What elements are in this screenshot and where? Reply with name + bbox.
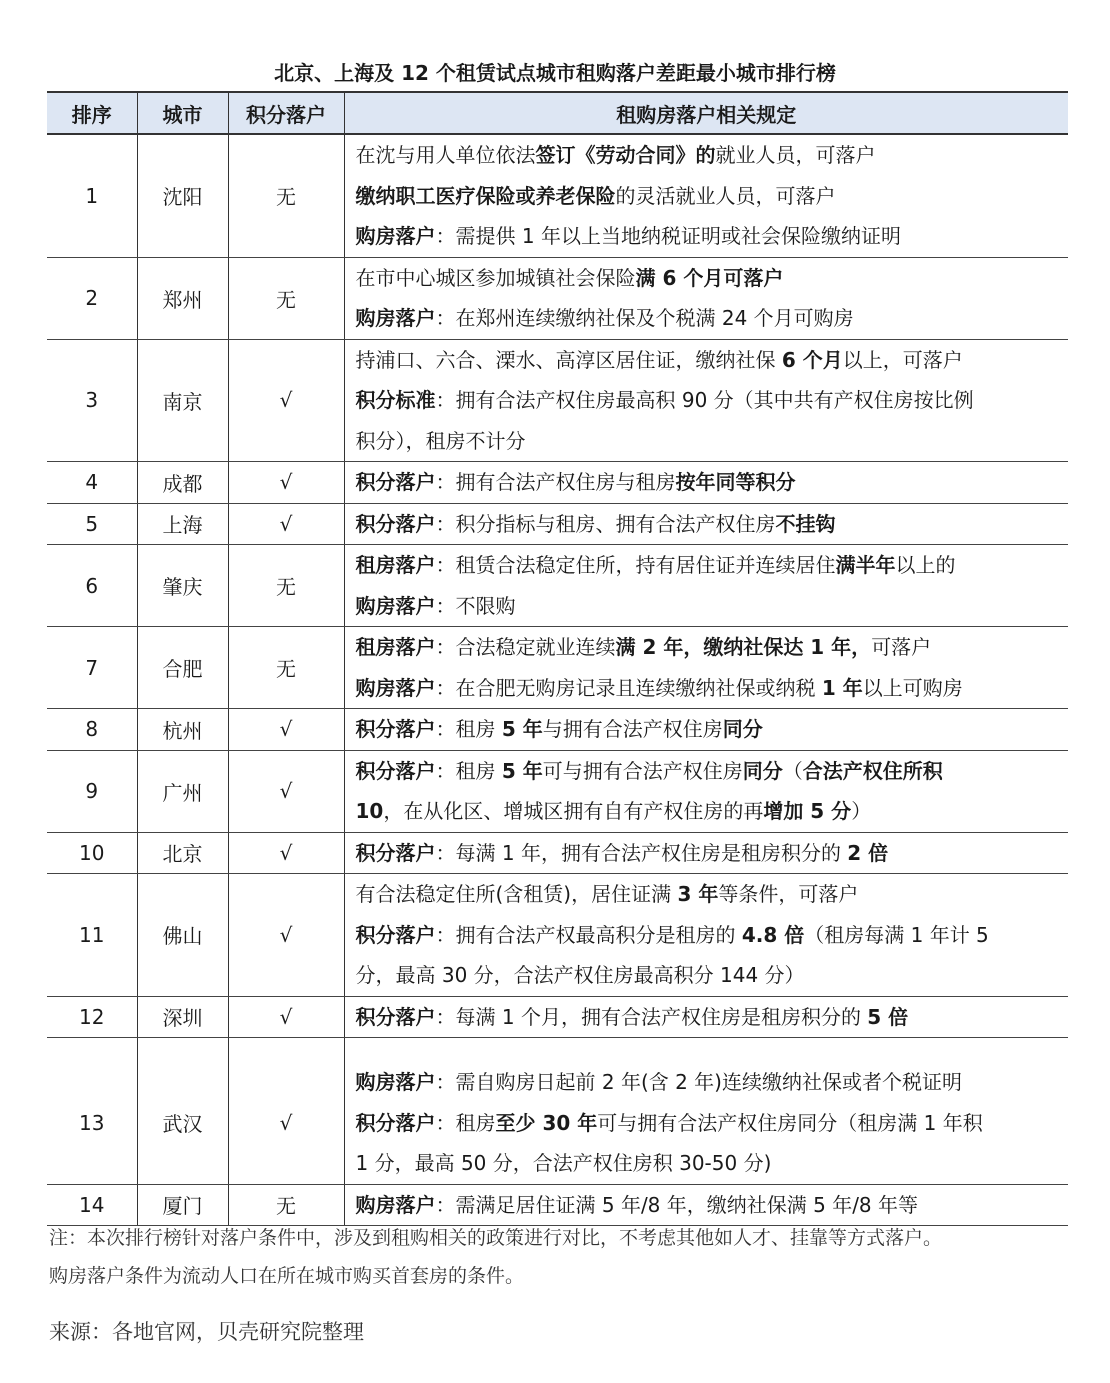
table-row [47,750,1068,832]
rank-cell: 2 [47,257,137,339]
rule-text: 可落户 [871,635,932,659]
rule-text: 在市中心城区参加城镇社会保险 [355,265,636,290]
rule-line [356,833,1061,874]
table-row [47,627,1068,709]
rule-emphasis: 积分落户 [355,511,436,536]
city-cell: 上海 [137,503,228,545]
rules-cell [344,874,1068,997]
gap-cell [228,1038,344,1063]
points-settlement-cell: √ [228,996,344,1038]
rule-line [356,627,1061,668]
header-rank: 排序 [47,92,137,134]
rule-emphasis: 积分落户 [355,1004,436,1029]
rule-text: ） [851,799,872,823]
points-settlement-cell: 无 [228,545,344,627]
rule-text: ：在郑州连续缴纳社保及个税满 24 个月可购房 [435,306,854,330]
rank-cell: 1 [47,134,137,257]
city-cell: 北京 [137,832,228,874]
rule-text: 以上可购房 [862,675,963,700]
rule-line [356,421,1061,462]
table-row [47,134,1068,257]
rule-emphasis: 购房落户 [355,306,436,330]
rule-line [356,462,1061,503]
rule-text: 可与拥有合法产权住房同分（租房满 1 年积 [597,1110,983,1135]
table-row [47,709,1068,751]
rank-cell: 14 [47,1184,137,1226]
table-row [47,545,1068,627]
rule-text: 有合法稳定住所(含租赁)，居住证满 [355,882,678,906]
rule-text: ：需自购房日起前 2 年(含 2 年)连续缴纳社保或者个税证明 [435,1070,962,1094]
rule-emphasis: 积分落户 [355,758,436,783]
rule-emphasis: 租房落户 [355,553,436,577]
rule-emphasis: 积分落户 [355,717,436,741]
rule-emphasis: 购房落户 [355,1192,436,1217]
rule-text: ：积分指标与租房、拥有合法产权住房 [435,511,776,536]
points-settlement-cell: 无 [228,134,344,257]
rule-emphasis: 3 年 [677,882,719,906]
rule-emphasis: 5 年 [501,758,543,783]
rules-cell [344,134,1068,257]
points-settlement-cell: √ [228,462,344,504]
rule-text: 积分），租房不计分 [355,428,526,453]
rule-text: 1 分，最高 50 分，合法产权住房积 30-50 分) [355,1151,772,1175]
rule-emphasis: 1 年 [821,675,863,700]
rule-emphasis: 5 年 [501,717,543,741]
city-cell: 武汉 [137,1062,228,1184]
rank-cell: 10 [47,832,137,874]
rule-text: ：租房 [435,758,502,783]
rule-text: ，在从化区、增城区拥有自有产权住房的再 [383,799,764,823]
rule-emphasis: 4.8 倍 [741,922,805,947]
rule-emphasis: 积分落户 [355,1110,436,1135]
rule-text: 可与拥有合法产权住房 [542,758,743,783]
footnote-line: 购房落户条件为流动人口在所在城市购买首套房的条件。 [49,1265,525,1287]
rule-emphasis: 6 个月 [781,347,843,372]
rank-cell: 5 [47,503,137,545]
rule-emphasis: 积分标准 [355,388,436,412]
city-cell: 广州 [137,750,228,832]
rule-emphasis: 购房落户 [355,1070,436,1094]
points-settlement-cell: 无 [228,257,344,339]
points-settlement-cell: √ [228,709,344,751]
table-row [47,1062,1068,1184]
rule-emphasis: 购房落户 [355,224,436,248]
city-cell: 佛山 [137,874,228,997]
rule-line [356,258,1061,299]
header-points-settlement: 积分落户 [228,92,344,134]
rule-text: ：租赁合法稳定住所，持有居住证并连续居住 [435,553,836,577]
rule-emphasis: 5 倍 [867,1004,909,1029]
rule-text: ：需满足居住证满 5 年/8 年，缴纳社保满 5 年/8 年等 [435,1192,919,1217]
table-header-row [47,92,1068,134]
points-settlement-cell: √ [228,339,344,462]
rule-line [356,791,1061,832]
rules-cell [344,545,1068,627]
rule-line [356,1062,1061,1103]
header-rules: 租购房落户相关规定 [344,92,1068,134]
city-cell: 郑州 [137,257,228,339]
header-city: 城市 [137,92,228,134]
rules-cell [344,709,1068,751]
rule-line [356,216,1061,257]
rank-cell: 3 [47,339,137,462]
rule-text: 持浦口、六合、溧水、高淳区居住证，缴纳社保 [355,347,782,372]
rules-cell [344,627,1068,709]
rules-cell [344,462,1068,504]
rule-text: ：合法稳定就业连续 [435,635,616,659]
rule-emphasis: 按年同等积分 [675,470,796,494]
points-settlement-cell: √ [228,874,344,997]
rules-cell [344,339,1068,462]
rule-text: ：租房 [435,717,502,741]
rule-emphasis: 同分 [742,758,783,783]
points-settlement-cell: 无 [228,1184,344,1226]
rule-line [356,874,1061,915]
rule-text: 以上的 [895,553,956,577]
rules-cell [344,1062,1068,1184]
city-cell: 杭州 [137,709,228,751]
rule-line [356,955,1061,996]
rule-text: ：需提供 1 年以上当地纳税证明或社会保险缴纳证明 [435,224,901,248]
rule-line [356,135,1061,176]
gap-cell [137,1038,228,1063]
rule-text: ：在合肥无购房记录且连续缴纳社保或纳税 [435,675,822,700]
rank-cell: 13 [47,1062,137,1184]
rule-emphasis: 合法产权住所积 [802,758,943,783]
rule-line [356,1103,1061,1144]
rule-text: ：租房 [435,1110,496,1135]
rule-emphasis: 缴纳职工医疗保险或养老保险 [355,183,616,208]
rule-text: 以上，可落户 [842,347,963,372]
rule-emphasis: 至少 30 年 [495,1110,598,1135]
rule-line [356,751,1061,792]
rule-text: （租房每满 1 年计 5 [804,922,989,947]
rule-text: ：每满 1 年，拥有合法产权住房是租房积分的 [435,840,848,865]
rule-emphasis: 购房落户 [355,675,436,700]
rank-cell: 4 [47,462,137,504]
table-row [47,462,1068,504]
table-row [47,339,1068,462]
rule-line [356,997,1061,1038]
gap-cell [47,1038,137,1063]
points-settlement-cell: √ [228,503,344,545]
table-row [47,874,1068,997]
table-row [47,996,1068,1038]
rule-line [356,380,1061,421]
points-settlement-cell: √ [228,750,344,832]
rank-cell: 9 [47,750,137,832]
rule-text: ：拥有合法产权住房与租房 [435,470,676,494]
rule-text: ：拥有合法产权最高积分是租房的 [435,922,742,947]
rule-line [356,176,1061,217]
city-cell: 厦门 [137,1184,228,1226]
rule-emphasis: 10 [355,799,384,823]
rule-emphasis: 积分落户 [355,840,436,865]
table-row [47,832,1068,874]
rule-line [356,915,1061,956]
rule-line [356,545,1061,586]
rule-emphasis: 租房落户 [355,635,436,659]
rule-text: ：不限购 [435,593,516,618]
rule-emphasis: 签订《劳动合同》的 [535,143,716,167]
table-gap-row [47,1038,1068,1063]
rule-text: 分，最高 30 分，合法产权住房最高积分 144 分） [355,963,805,987]
rule-emphasis: 购房落户 [355,593,436,618]
table-body [47,134,1068,1226]
rule-emphasis: 满半年 [835,553,896,577]
rule-emphasis: 满 2 年，缴纳社保达 1 年， [615,635,872,659]
rule-text: （ [782,758,803,783]
city-cell: 成都 [137,462,228,504]
rules-cell [344,996,1068,1038]
rule-text: ：每满 1 个月，拥有合法产权住房是租房积分的 [435,1004,868,1029]
rank-cell: 6 [47,545,137,627]
ranking-table [47,91,1068,1226]
rule-emphasis: 2 倍 [847,840,889,865]
rule-line [356,586,1061,627]
rule-line [356,668,1061,709]
rank-cell: 12 [47,996,137,1038]
rule-text: 的灵活就业人员，可落户 [615,183,836,208]
rule-emphasis: 增加 5 分 [763,799,852,823]
points-settlement-cell: 无 [228,627,344,709]
rules-cell [344,750,1068,832]
rule-text: 在沈与用人单位依法 [355,143,536,167]
rank-cell: 7 [47,627,137,709]
rule-line [356,504,1061,545]
rule-line [356,298,1061,339]
city-cell: 合肥 [137,627,228,709]
rule-text: 与拥有合法产权住房 [542,717,723,741]
rule-emphasis: 积分落户 [355,922,436,947]
footnote-line: 注：本次排行榜针对落户条件中，涉及到租购相关的政策进行对比，不考虑其他如人才、挂靠等方式落户。 [49,1227,943,1249]
city-cell: 肇庆 [137,545,228,627]
city-cell: 沈阳 [137,134,228,257]
rule-line [356,1143,1061,1184]
table-title: 北京、上海及 12 个租赁试点城市租购落户差距最小城市排行榜 [274,61,836,85]
rule-line [356,709,1061,750]
rank-cell: 8 [47,709,137,751]
table-row [47,503,1068,545]
rules-cell [344,832,1068,874]
gap-cell [344,1038,1068,1063]
city-cell: 南京 [137,339,228,462]
points-settlement-cell: √ [228,1062,344,1184]
rule-emphasis: 不挂钩 [775,511,836,536]
city-cell: 深圳 [137,996,228,1038]
rules-cell [344,503,1068,545]
rule-text: 就业人员，可落户 [715,143,876,167]
points-settlement-cell: √ [228,832,344,874]
rule-text: ：拥有合法产权住房最高积 90 分（其中共有产权住房按比例 [435,388,974,412]
rule-text: 等条件，可落户 [718,882,859,906]
rules-cell [344,257,1068,339]
table-row [47,257,1068,339]
rule-emphasis: 积分落户 [355,470,436,494]
rank-cell: 11 [47,874,137,997]
rule-line [356,340,1061,381]
footnote [49,1219,1069,1295]
source-note: 来源：各地官网，贝壳研究院整理 [49,1320,364,1344]
rule-emphasis: 满 6 个月可落户 [635,265,784,290]
rule-emphasis: 同分 [722,717,763,741]
